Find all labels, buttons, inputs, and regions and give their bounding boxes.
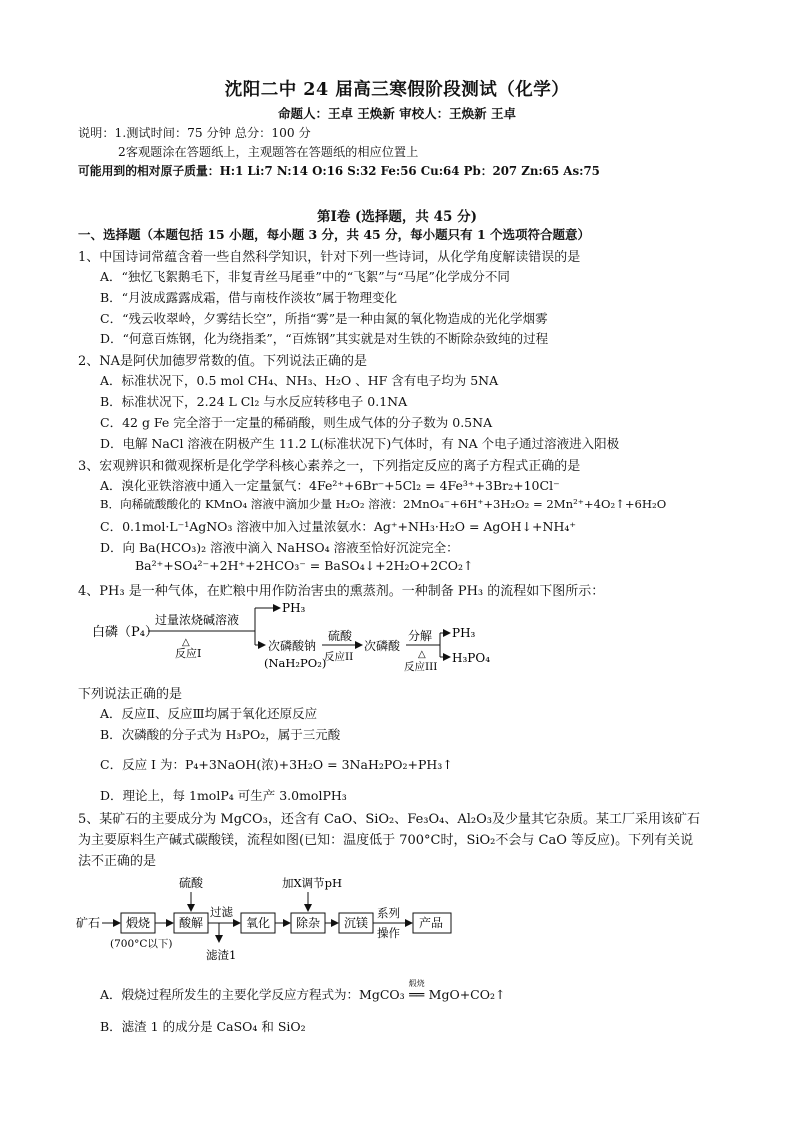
flow-step2-name: 反应II	[324, 651, 354, 663]
ore-process-diagram	[76, 872, 466, 964]
flow-start-label: 白磷（P₄）	[92, 625, 158, 640]
q1-option-d: D．“何意百炼钢，化为绕指柔”，“百炼钢”其实就是对生铁的不断除杂致纯的过程	[100, 331, 549, 346]
q3-stem: 3、宏观辨识和微观探析是化学学科核心素养之一，下列指定反应的离子方程式正确的是	[78, 459, 581, 474]
q5-option-b: B．滤渣 1 的成分是 CaSO₄ 和 SiO₂	[100, 1019, 306, 1034]
flow-prod2-label: H₃PO₄	[452, 651, 490, 665]
filter-label: 过滤	[210, 905, 233, 919]
atomic-mass-text: 可能用到的相对原子质量：H:1 Li:7 N:14 O:16 S:32 Fe:56 Cu:64 Pb：207 Zn:65 As:75	[78, 164, 600, 178]
flow-step1-reagent: 过量浓烧碱溶液	[155, 613, 240, 627]
flow-step3-heat: △	[418, 649, 426, 660]
flow-mid-label: 次磷酸钠	[268, 639, 317, 653]
q2-option-c: C．42 g Fe 完全溶于一定量的稀硝酸，则生成气体的分子数为 0.5NA	[100, 415, 493, 430]
q3-option-c: C．0.1mol·L⁻¹AgNO₃ 溶液中加入过量浓氨水：Ag⁺+NH₃·H₂O = AgOH↓+NH₄⁺	[100, 519, 576, 534]
ore-label: 矿石	[76, 916, 101, 930]
q4-option-d: D．理论上，每 1molP₄ 可生产 3.0molPH₃	[100, 788, 347, 803]
box-impurity-label: 除杂	[296, 916, 321, 930]
q2-option-b: B．标准状况下，2.24 L Cl₂ 与水反应转移电子 0.1NA	[100, 394, 408, 409]
ph3-flow-diagram	[90, 600, 510, 678]
q3-option-d: D．向 Ba(HCO₃)₂ 溶液中滴入 NaHSO₄ 溶液至恰好沉淀完全：	[100, 540, 459, 555]
calcine-note: (700°C以下)	[110, 938, 173, 950]
acid-label: 硫酸	[179, 876, 204, 890]
q5-option-a	[100, 979, 506, 1003]
q2-option-d: D．电解 NaCl 溶液在阴极产生 11.2 L(标准状况下)气体时，有 NA 个电子通过溶液进入阳极	[100, 436, 620, 451]
box-mg-precip-label: 沉镁	[344, 916, 369, 930]
q4-option-c: C．反应 I 为：P₄+3NaOH(浓)+3H₂O = 3NaH₂PO₂+PH₃↑	[100, 757, 453, 772]
q3-option-a: A．溴化亚铁溶液中通入一定量氯气：4Fe²⁺+6Br⁻+5Cl₂ = 4Fe³⁺+3Br₂+10Cl⁻	[100, 478, 560, 493]
q1-option-a: A．“独忆飞絮鹅毛下，非复青丝马尾垂”中的“飞絮”与“马尾”化学成分不同	[100, 269, 510, 284]
q4-option-b: B．次磷酸的分子式为 H₃PO₂，属于三元酸	[100, 727, 341, 742]
q2-stem: 2、NA是阿伏加德罗常数的值。下列说法正确的是	[78, 354, 368, 369]
note-line-1: 说明：1.测试时间：75 分钟 总分：100 分	[78, 126, 311, 140]
q5-option-a-text: A．煅烧过程所发生的主要化学反应方程式为：MgCO₃	[100, 987, 405, 1002]
q5-option-a-condition: 煅烧	[408, 979, 425, 988]
q2-option-a: A．标准状况下，0.5 mol CH₄、NH₃、H₂O 、HF 含有电子均为 5NA	[100, 373, 499, 388]
section-instruction: 一、选择题（本题包括 15 小题，每小题 3 分，共 45 分，每小题只有 1 个选项符合题意）	[78, 227, 591, 242]
q3-option-b: B．向稀硫酸酸化的 KMnO₄ 溶液中滴加少量 H₂O₂ 溶液：2MnO₄⁻+6H⁺+3H₂O₂ = 2Mn²⁺+4O₂↑+6H₂O	[100, 497, 667, 511]
note-line-2: 2客观题涂在答题纸上，主观题答在答题纸的相应位置上	[118, 145, 419, 159]
box-acidolysis-label: 酸解	[179, 916, 204, 930]
flow-step3-name: 反应III	[404, 661, 438, 673]
q1-stem: 1、中国诗词常蕴含着一些自然科学知识，针对下列一些诗词，从化学角度解读错误的是	[78, 250, 581, 265]
flow-step3-reagent: 分解	[408, 629, 433, 643]
q1-option-b: B．“月波成露露成霜，借与南枝作淡妆”属于物理变化	[100, 290, 397, 305]
box-calcine-label: 煅烧	[126, 916, 151, 930]
section-title: 第Ⅰ卷 (选择题，共 45 分)	[317, 209, 477, 225]
flow-mid-formula: (NaH₂PO₂)	[264, 656, 327, 670]
flow-prod1-label: PH₃	[452, 626, 476, 640]
atomic-mass-line	[78, 162, 600, 179]
authors-line: 命题人：王卓 王焕新 审校人：王焕新 王卓	[277, 106, 517, 121]
q5-stem-2: 为主要原料生产碱式碳酸镁，流程如图(已知：温度低于 700°C时，SiO₂不会与 CaO 等反应)。下列有关说	[78, 833, 694, 848]
flow-acid-label: 次磷酸	[364, 639, 401, 653]
flow-ph3-label: PH₃	[282, 601, 306, 615]
q4-option-a: A．反应Ⅱ、反应Ⅲ均属于氧化还原反应	[100, 706, 318, 721]
q5-stem-3: 法不正确的是	[78, 854, 157, 869]
q4-stem: 4、PH₃ 是一种气体，在贮粮中用作防治害虫的熏蒸剂。一种制备 PH₃ 的流程如下图所示：	[78, 584, 605, 599]
box-product-label: 产品	[419, 916, 444, 930]
series-label-1: 系列	[377, 906, 400, 920]
flow-step1-heat: △	[182, 637, 190, 648]
addx-label: 加X调节pH	[282, 876, 343, 890]
q5-option-a-arrow: 煅烧 ══	[405, 987, 429, 1002]
q5-stem-1: 5、某矿石的主要成分为 MgCO₃，还含有 CaO、SiO₂、Fe₃O₄、Al₂O₃及少量其它杂质。某工厂采用该矿石	[78, 812, 700, 827]
q3-option-d-equation: Ba²⁺+SO₄²⁻+2H⁺+2HCO₃⁻ = BaSO₄↓+2H₂O+2CO₂↑	[135, 558, 474, 573]
series-label-2: 操作	[377, 926, 400, 940]
box-oxidation-label: 氧化	[246, 916, 271, 930]
flow-step1-name: 反应I	[175, 647, 202, 660]
q4-intro: 下列说法正确的是	[78, 687, 183, 702]
flow-step2-reagent: 硫酸	[328, 629, 353, 643]
page-title: 沈阳二中 24 届高三寒假阶段测试（化学）	[224, 80, 570, 100]
q5-option-a-products: MgO+CO₂↑	[428, 987, 506, 1002]
residue-label: 滤渣1	[206, 948, 237, 962]
q1-option-c: C．“残云收翠岭，夕雾结长空”，所指“雾”是一种由氮的氧化物造成的光化学烟雾	[100, 311, 548, 326]
